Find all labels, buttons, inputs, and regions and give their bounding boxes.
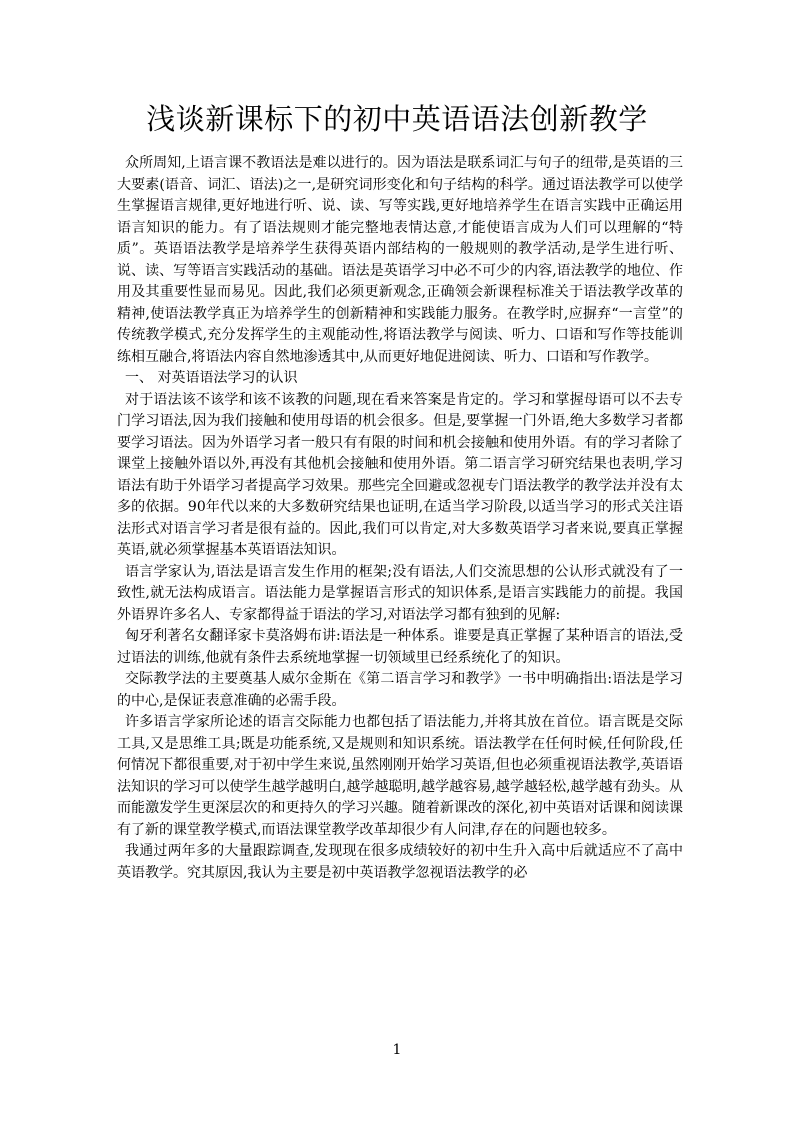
paragraph: 语言学家认为,语法是语言发生作用的框架;没有语法,人们交流思想的公认形式就没有了一致性,就无法构成语言。语法能力是掌握语言形式的知识体系,是语言实践能力的前提。我国外语界许多名人、专家都得益于语法的学习,对语法学习都有独到的见解:	[117, 563, 683, 623]
page-number: 1	[392, 1042, 402, 1058]
document-body	[117, 153, 683, 884]
paragraph-intro: 众所周知,上语言课不教语法是难以进行的。因为语法是联系词汇与句子的纽带,是英语的三大要素(语音、词汇、语法)之一,是研究词形变化和句子结构的科学。通过语法教学可以使学生掌握语言规律,更好地进行听、说、读、写等实践,更好地培养学生在语言实践中正确运用语言知识的能力。有了语法规则才能完整地表情达意,才能使语言成为人们可以理解的“特质”。英语语法教学是培养学生获得英语内部结构的一般规则的教学活动,是学生进行听、说、读、写等语言实践活动的基础。语法是英语学习中必不可少的内容,语法教学的地位、作用及其重要性显而易见。因此,我们必须更新观念,正确领会新课程标准关于语法教学改革的精神,使语法教学真正为培养学生的创新精神和实践能力服务。在教学时,应摒弃“一言堂”的传统教学模式,充分发挥学生的主观能动性,将语法教学与阅读、听力、口语和写作等技能训练相互融合,将语法内容自然地渗透其中,从而更好地促进阅读、听力、口语和写作教学。	[117, 155, 683, 365]
section-heading: 一、 对英语语法学习的认识	[125, 370, 298, 386]
paragraph: 许多语言学家所论述的语言交际能力也都包括了语法能力,并将其放在首位。语言既是交际工具,又是思维工具;既是功能系统,又是规则和知识系统。语法教学在任何时候,任何阶段,任何情况下都很重要,对于初中学生来说,虽然刚刚开始学习英语,但也必须重视语法教学,英语语法知识的学习可以使学生越学越明白,越学越聪明,越学越容易,越学越轻松,越学越有劲头。从而能激发学生更深层次的和更持久的学习兴趣。随着新课改的深化,初中英语对话课和阅读课有了新的课堂教学模式,而语法课堂教学改革却很少有人问津,存在的问题也较多。	[117, 714, 683, 838]
document-title: 浅谈新课标下的初中英语语法创新教学	[146, 102, 648, 136]
paragraph: 对于语法该不该学和该不该教的问题,现在看来答案是肯定的。学习和掌握母语可以不去专门学习语法,因为我们接触和使用母语的机会很多。但是,要掌握一门外语,绝大多数学习者都要学习语法。因为外语学习者一般只有有限的时间和机会接触和使用外语。有的学习者除了课堂上接触外语以外,再没有其他机会接触和使用外语。第二语言学习研究结果也表明,学习语法有助于外语学习者提高学习效果。那些完全回避或忽视专门语法教学的教学法并没有太多的依据。90年代以来的大多数研究结果也证明,在适当学习阶段,以适当学习的形式关注语法形式对语言学习者是很有益的。因此,我们可以肯定,对大多数英语学习者来说,要真正掌握英语,就必须掌握基本英语语法知识。	[117, 391, 683, 558]
paragraph: 交际教学法的主要奠基人威尔金斯在《第二语言学习和教学》一书中明确指出:语法是学习的中心,是保证表意准确的必需手段。	[117, 671, 683, 709]
paragraph: 匈牙利著名女翻译家卡莫洛姆布讲:语法是一种体系。谁要是真正掌握了某种语言的语法,受过语法的训练,他就有条件去系统地掌握一切领域里已经系统化了的知识。	[117, 628, 683, 666]
paragraph: 我通过两年多的大量跟踪调查,发现现在很多成绩较好的初中生升入高中后就适应不了高中英语教学。究其原因,我认为主要是初中英语教学忽视语法教学的必	[117, 843, 683, 881]
